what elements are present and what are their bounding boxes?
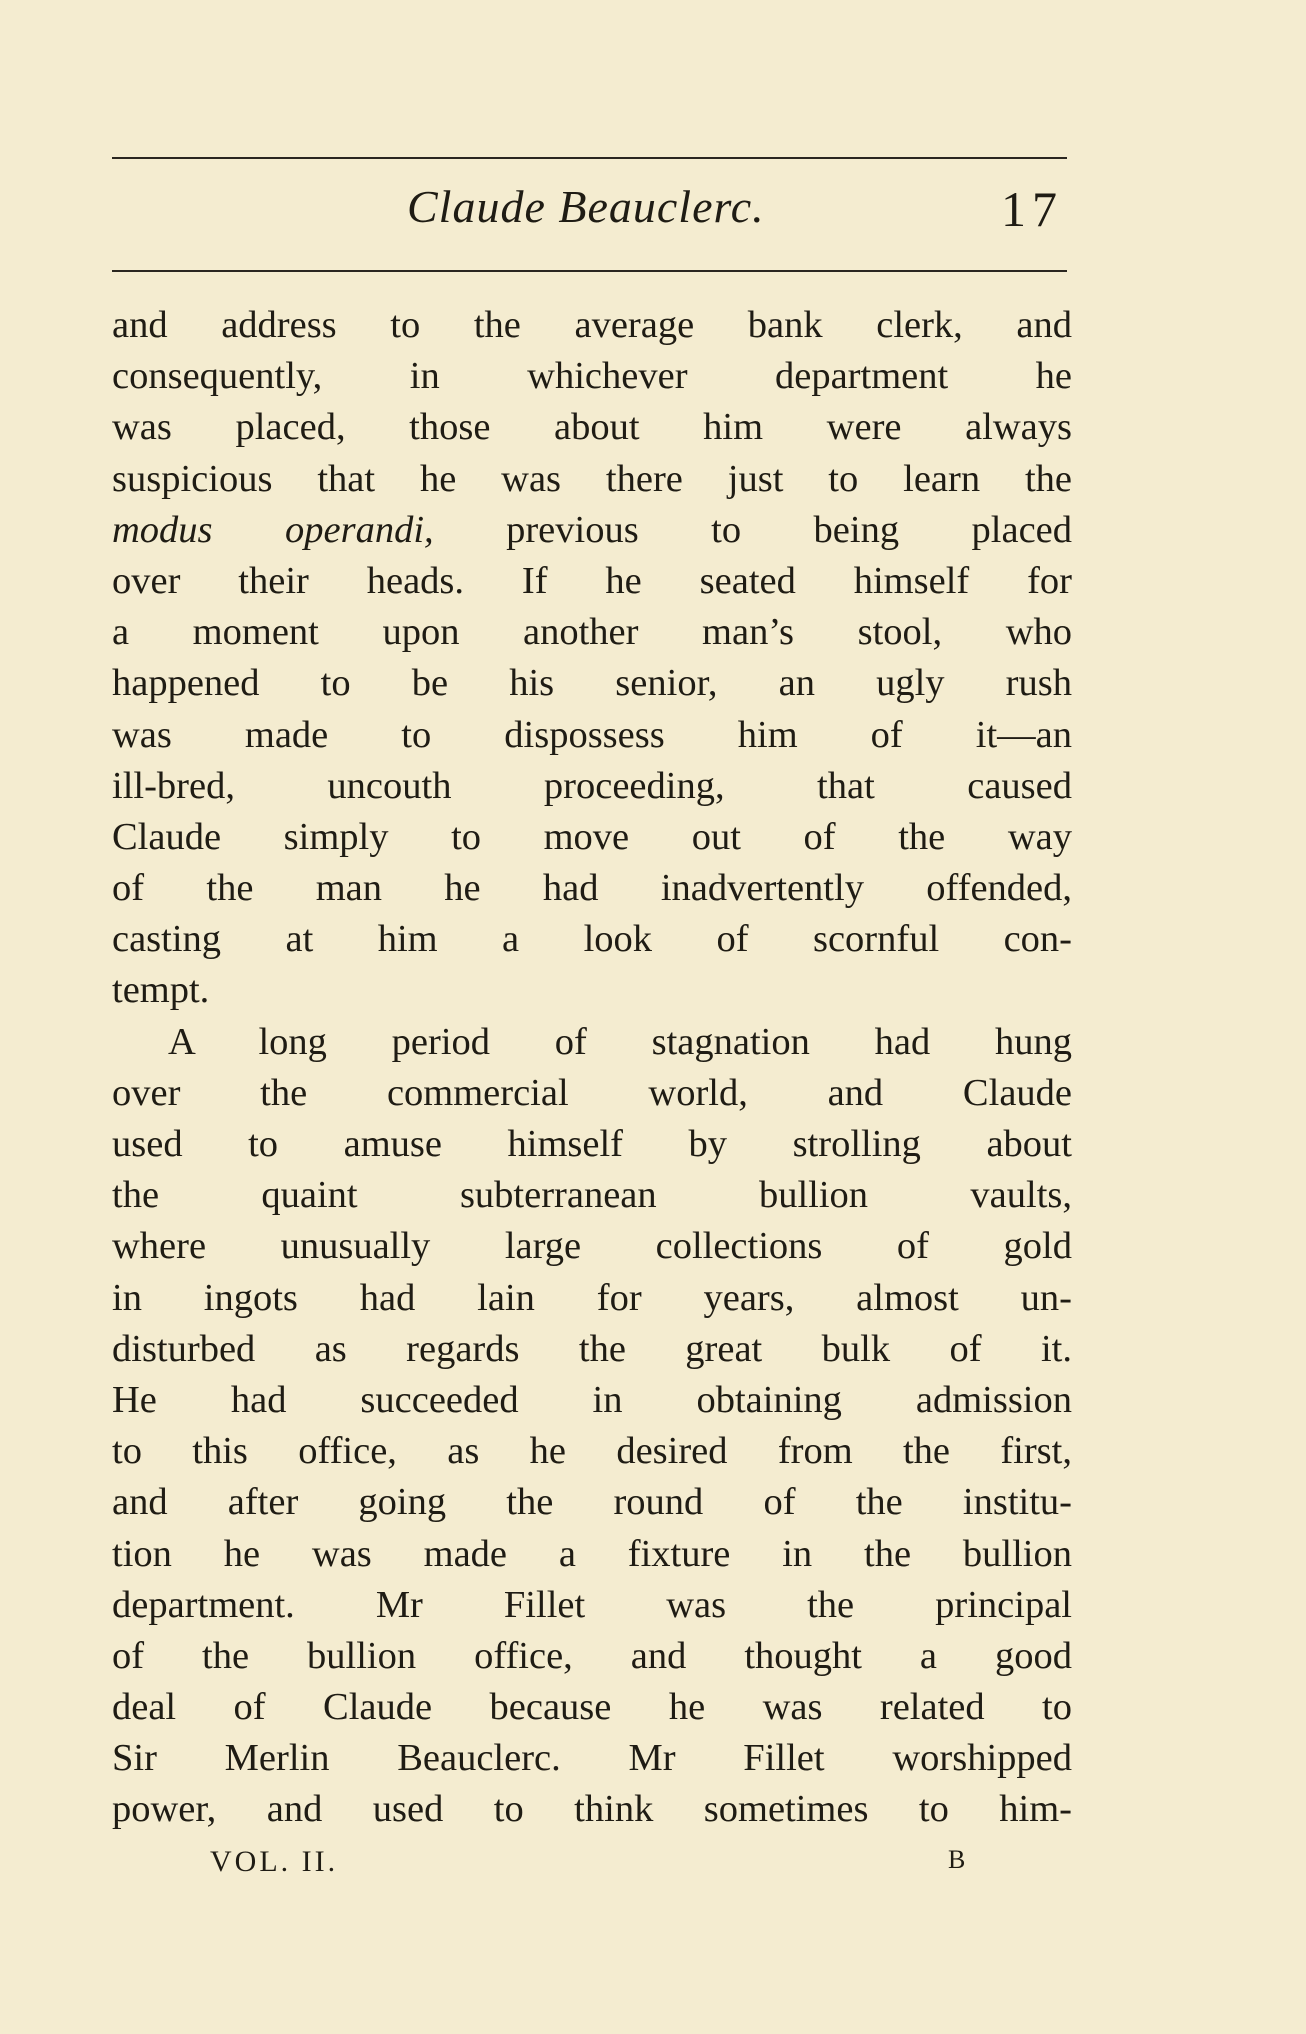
body-text bbox=[112, 300, 1072, 1836]
text-line: where unusually large collections of gold bbox=[112, 1225, 1072, 1268]
text-line: and address to the average bank clerk, and bbox=[112, 304, 1072, 346]
text-line: of the man he had inadvertently offended, bbox=[112, 867, 1072, 910]
text-line: He had succeeded in obtaining admission bbox=[112, 1378, 1072, 1421]
text-line: suspicious that he was there just to learn the bbox=[112, 457, 1072, 500]
text-line: was made to dispossess him of it—an bbox=[112, 713, 1072, 756]
running-head bbox=[112, 180, 1067, 250]
page-number: 17 bbox=[1001, 181, 1063, 237]
text-line: over the commercial world, and Claude bbox=[112, 1071, 1072, 1114]
text-line: a moment upon another man’s stool, who bbox=[112, 611, 1072, 654]
text-line: disturbed as regards the great bulk of it. bbox=[112, 1327, 1072, 1370]
text-line: consequently, in whichever department he bbox=[112, 355, 1072, 398]
header-rule-bottom bbox=[112, 270, 1067, 272]
volume-signature: VOL. II. bbox=[210, 1845, 339, 1878]
text-line: of the bullion office, and thought a good bbox=[112, 1634, 1072, 1677]
text-line: tempt. bbox=[112, 969, 210, 1012]
text-line: power, and used to think sometimes to him- bbox=[112, 1788, 1072, 1831]
text-line: happened to be his senior, an ugly rush bbox=[112, 662, 1072, 705]
text-line: Sir Merlin Beauclerc. Mr Fillet worshipped bbox=[112, 1737, 1072, 1780]
text-line-with-italic bbox=[112, 505, 1072, 556]
text-line: was placed, those about him were always bbox=[112, 406, 1072, 449]
italic-phrase: modus operandi, bbox=[112, 508, 434, 551]
paragraph-start-line: A long period of stagnation had hung bbox=[168, 1020, 1072, 1063]
running-title: Claude Beauclerc. bbox=[407, 181, 765, 232]
text-line-remainder: previous to being placed bbox=[506, 508, 1073, 551]
signature-mark: B bbox=[948, 1845, 967, 1874]
text-line: to this office, as he desired from the first, bbox=[112, 1430, 1072, 1473]
text-line: over their heads. If he seated himself for bbox=[112, 559, 1072, 602]
text-line: in ingots had lain for years, almost un- bbox=[112, 1276, 1072, 1319]
header-rule-top bbox=[112, 157, 1067, 159]
text-line: deal of Claude because he was related to bbox=[112, 1686, 1072, 1729]
text-line: tion he was made a fixture in the bullion bbox=[112, 1532, 1072, 1575]
text-line: department. Mr Fillet was the principal bbox=[112, 1583, 1072, 1626]
text-line: Claude simply to move out of the way bbox=[112, 815, 1072, 858]
text-line: used to amuse himself by strolling about bbox=[112, 1123, 1072, 1165]
text-line: ill-bred, uncouth proceeding, that caused bbox=[112, 764, 1072, 807]
text-line: casting at him a look of scornful con- bbox=[112, 918, 1072, 961]
text-line: and after going the round of the institu- bbox=[112, 1481, 1072, 1524]
text-line: the quaint subterranean bullion vaults, bbox=[112, 1174, 1072, 1217]
